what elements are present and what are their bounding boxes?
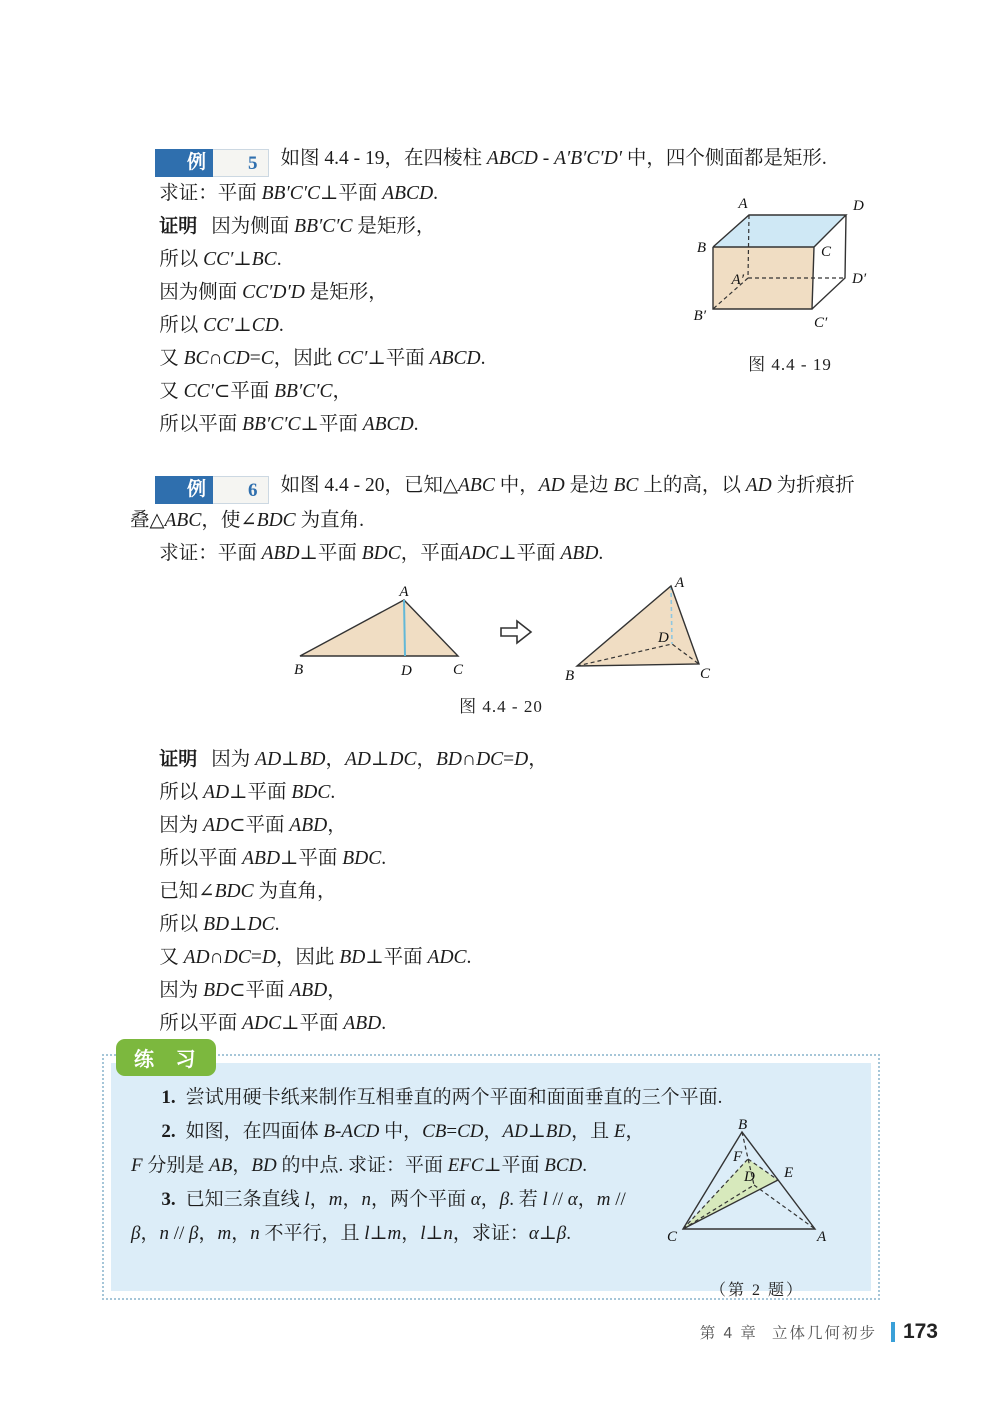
example-6-intro-text: 如图 4.4 - 20，已知△ABC 中，AD 是边 BC 上的高，以 AD 为折痕折叠△ABC，使∠BDC 为直角. [130,475,855,531]
example-6-proof-start [130,743,872,776]
vertex-label-d: D [658,630,669,646]
example-badge-label: 例 [155,149,213,177]
figure-4-4-19 [686,190,894,375]
example-6-badge [155,476,269,504]
page-footer [700,1320,938,1344]
practice-item-2-text: 如图，在四面体 B-ACD 中，CB=CD，AD⊥BD，且 E，F 分别是 AB，BD 的中点. 求证：平面 EFC⊥平面 BCD. [131,1121,645,1176]
fold-arrow-icon [499,619,533,645]
vertex-label-e: E [783,1165,793,1181]
vertex-label-d1: D′ [852,271,867,287]
example-5-intro-line [130,142,872,177]
vertex-label-d: D [743,1169,755,1185]
example-6-proof [130,743,872,1040]
proof-line: 所以平面 ADC⊥平面 ABD. [159,1013,387,1034]
proof-line: 又 AD∩DC=D，因此 BD⊥平面 ADC. [159,947,472,968]
proof-line: 因为 AD⊂平面 ABD， [159,815,347,836]
footer-divider-bar [891,1322,895,1342]
figure-exercise-2 [661,1117,853,1300]
practice-badge: 练 习 [116,1039,216,1076]
example-badge-number: 5 [213,149,269,177]
practice-section [102,1049,880,1300]
vertex-label-f: F [732,1149,742,1165]
example-5-proof-first-text: 因为侧面 BB′C′C 是矩形， [211,216,436,237]
proof-line: 已知∠BDC 为直角， [159,881,337,902]
figure-4-4-20-row [130,576,872,688]
vertex-label-d: D [401,662,412,679]
example-6-intro-line [130,469,872,537]
proof-label: 证明 [159,749,198,770]
vertex-label-a: A [738,196,748,212]
vertex-label-c1: C′ [814,315,828,331]
vertex-label-c: C [666,1229,677,1245]
proof-line: 所以平面 BB′C′C⊥平面 ABCD. [159,414,419,435]
vertex-label-c: C [700,666,711,682]
practice-item-1-text: 尝试用硬卡纸来制作互相垂直的两个平面和面面垂直的三个平面. [185,1087,723,1108]
figure-caption: （第 2 题） [709,1282,804,1299]
example-badge-number: 6 [213,476,269,504]
example-5-intro-text: 如图 4.4 - 19，在四棱柱 ABCD - A′B′C′D′ 中，四个侧面都是矩形. [280,148,827,169]
vertex-label-b: B [737,1117,747,1133]
footer-chapter: 第 4 章 [699,1325,758,1342]
triangle-flat-diagram [288,584,473,681]
figure-caption: 图 4.4 - 19 [748,355,832,374]
figure-4-4-20 [130,576,872,717]
proof-line: 又 CC′⊂平面 BB′C′C， [159,381,353,402]
vertex-label-a: A [399,583,409,600]
vertex-label-d: D [853,198,864,214]
practice-item-1 [131,1081,853,1115]
vertex-label-b: B [294,661,304,678]
practice-box [111,1063,871,1299]
vertex-label-b: B [565,668,575,684]
page-number: 173 [902,1320,938,1343]
tetrahedron-diagram [665,1117,850,1267]
vertex-label-a1: A′ [731,272,744,288]
example-6-goal: 求证：平面 ABD⊥平面 BDC，平面ADC⊥平面 ABD. [159,543,604,564]
vertex-label-c: C [453,661,464,678]
vertex-label-a: A [816,1229,826,1245]
proof-line: 所以 AD⊥平面 BDC. [159,782,336,803]
proof-line: 又 BC∩CD=C，因此 CC′⊥平面 ABCD. [159,348,486,369]
figure-caption: 图 4.4 - 20 [459,697,543,716]
proof-line: 所以 CC′⊥BC. [159,249,282,270]
example-5-badge [155,149,269,177]
proof-label: 证明 [159,216,198,237]
proof-line: 所以 BD⊥DC. [159,914,280,935]
proof-line: 所以平面 ABD⊥平面 BDC. [159,848,387,869]
footer-section-title: 立体几何初步 [771,1325,877,1342]
triangle-folded-diagram [559,576,714,688]
example-6-section [130,469,872,570]
vertex-label-a: A [675,576,685,591]
vertex-label-b: B [696,240,706,256]
practice-item-3-text: 已知三条直线 l，m，n，两个平面 α，β. 若 l // α，m // β，n // β，m，n 不平行，且 l⊥m，l⊥n，求证：α⊥β. [131,1189,626,1244]
item-number: 2. [161,1121,176,1142]
item-number: 1. [161,1087,176,1108]
example-6-proof-first-text: 因为 AD⊥BD，AD⊥DC，BD∩DC=D， [211,749,548,770]
page-content [130,142,872,1302]
example-badge-label: 例 [155,476,213,504]
vertex-label-c: C [821,244,832,260]
proof-line: 因为 BD⊂平面 ABD， [159,980,347,1001]
proof-line: 所以 CC′⊥CD. [159,315,284,336]
item-number: 3. [161,1189,176,1210]
vertex-label-b1: B′ [693,308,706,324]
prism-diagram [686,190,894,340]
proof-line: 因为侧面 CC′D′D 是矩形， [159,282,388,303]
example-5-goal: 求证：平面 BB′C′C⊥平面 ABCD. [159,183,439,204]
